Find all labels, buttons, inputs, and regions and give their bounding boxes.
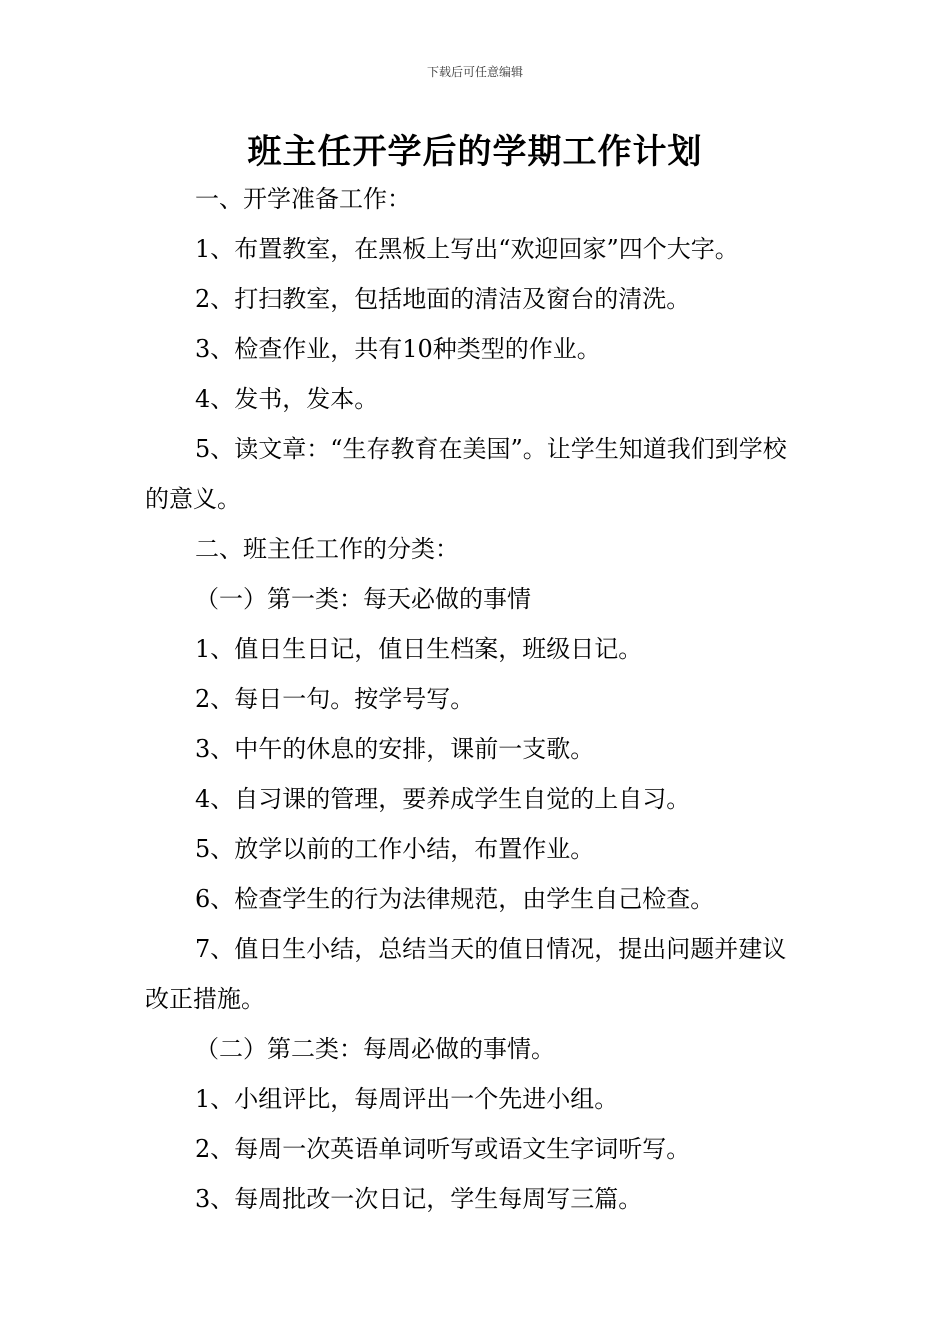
- paragraph: 一、开学准备工作：: [195, 185, 411, 213]
- paragraph: 2、打扫教室，包括地面的清洁及窗台的清洗。: [195, 285, 691, 313]
- paragraph: 2、每日一句。按学号写。: [195, 685, 475, 713]
- header-note: 下载后可任意编辑: [426, 65, 523, 79]
- paragraph: （二）第二类：每周必做的事情。: [195, 1035, 555, 1063]
- paragraph: 7、值日生小结，总结当天的值日情况，提出问题并建议改正措施。: [145, 935, 787, 1013]
- paragraph: 4、自习课的管理，要养成学生自觉的上自习。: [195, 785, 691, 813]
- paragraph: 1、值日生日记，值日生档案，班级日记。: [195, 635, 643, 663]
- paragraph: 5、放学以前的工作小结，布置作业。: [195, 835, 595, 863]
- paragraph: 3、中午的休息的安排，课前一支歌。: [195, 735, 595, 763]
- paragraph: 3、每周批改一次日记，学生每周写三篇。: [195, 1185, 643, 1213]
- paragraph: 2、每周一次英语单词听写或语文生字词听写。: [195, 1135, 691, 1163]
- paragraph: （一）第一类：每天必做的事情: [195, 585, 531, 613]
- paragraph: 6、检查学生的行为法律规范，由学生自己检查。: [195, 885, 715, 913]
- paragraph: 1、布置教室，在黑板上写出“欢迎回家”四个大字。: [195, 235, 739, 263]
- paragraph: 二、班主任工作的分类：: [195, 535, 459, 563]
- paragraph: 5、读文章：“生存教育在美国”。让学生知道我们到学校的意义。: [145, 435, 787, 513]
- document-title: 班主任开学后的学期工作计划: [247, 132, 703, 172]
- paragraph: 3、检查作业，共有10种类型的作业。: [195, 335, 601, 363]
- paragraph: 1、小组评比，每周评出一个先进小组。: [195, 1085, 619, 1113]
- document-body: [145, 174, 810, 1224]
- paragraph: 4、发书，发本。: [195, 385, 379, 413]
